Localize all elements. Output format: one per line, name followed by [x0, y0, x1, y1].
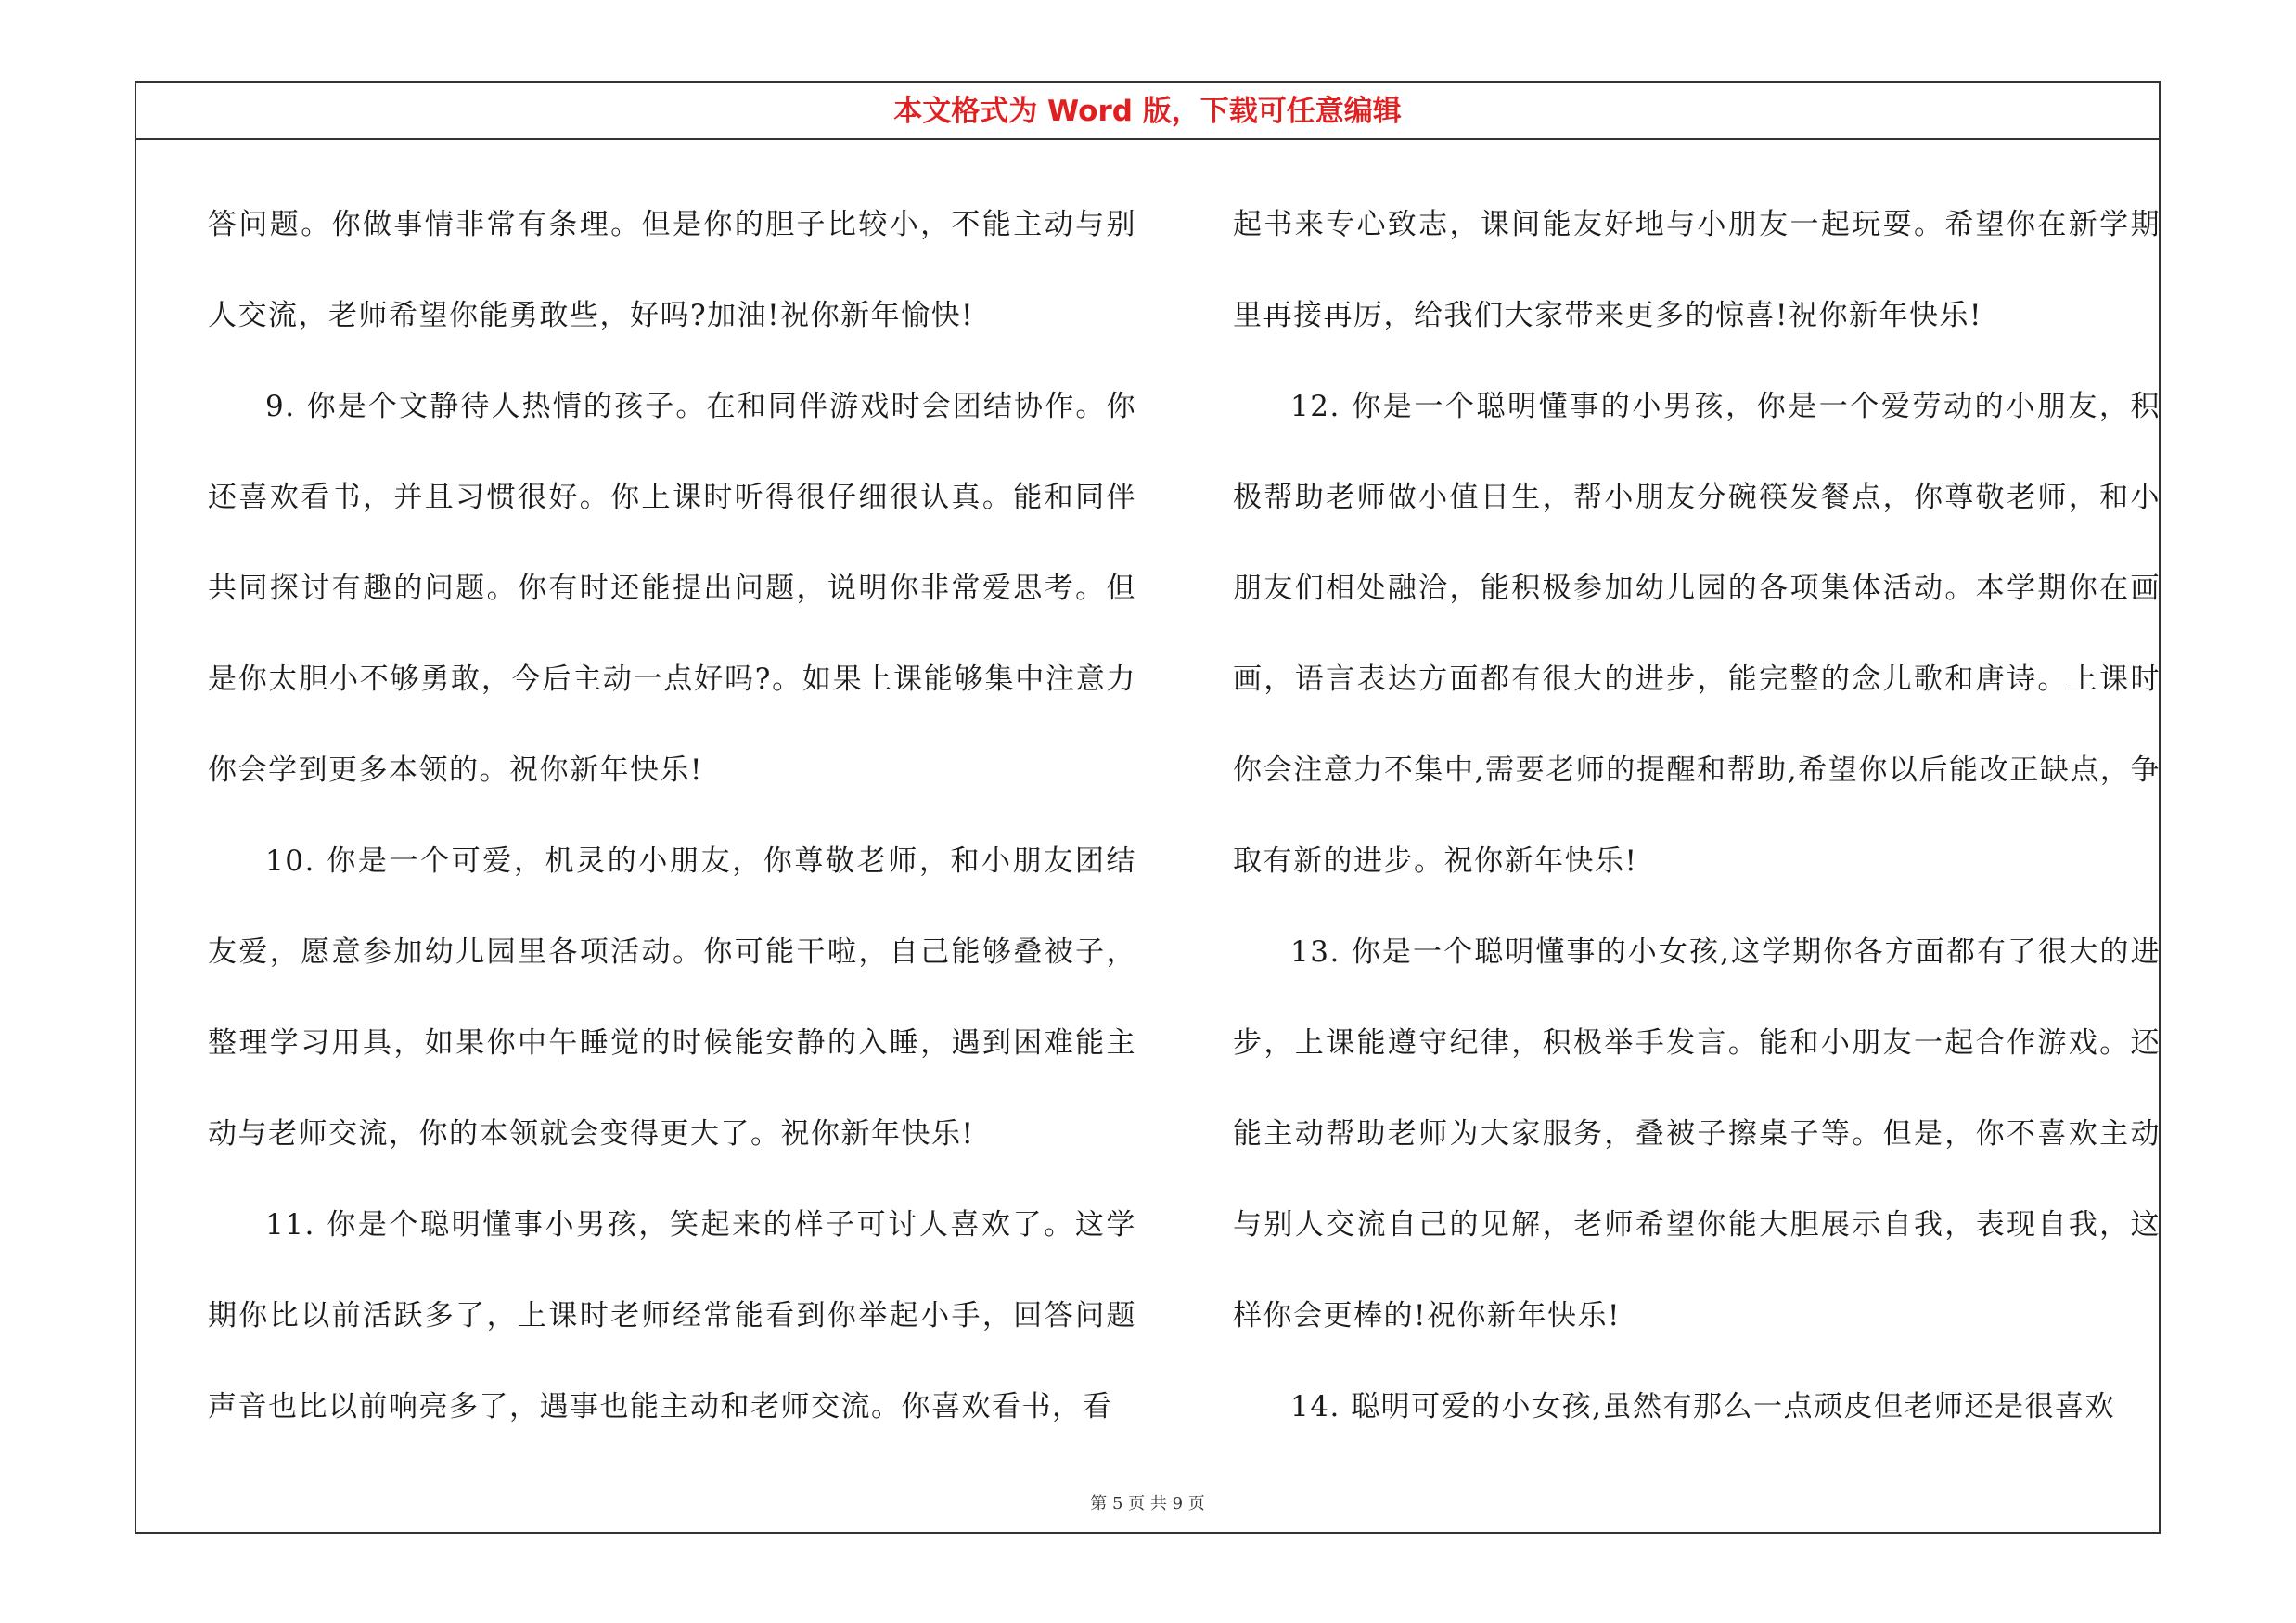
paragraph: 起书来专心致志，课间能友好地与小朋友一起玩耍。希望你在新学期里再接再厉，给我们大家带来更多的惊喜!祝你新年快乐!	[1233, 208, 2161, 332]
paragraph: 11. 你是个聪明懂事小男孩，笑起来的样子可讨人喜欢了。这学期你比以前活跃多了，上课时老师经常能看到你举起小手，回答问题声音也比以前响亮多了，遇事也能主动和老师交流。你喜欢看书，看	[208, 1208, 1136, 1423]
paragraph: 10. 你是一个可爱，机灵的小朋友，你尊敬老师，和小朋友团结友爱，愿意参加幼儿园里各项活动。你可能干啦，自己能够叠被子，整理学习用具，如果你中午睡觉的时候能安静的入睡，遇到困难能主动与老师交流，你的本领就会变得更大了。祝你新年快乐!	[208, 844, 1136, 1151]
right-column	[1233, 179, 2161, 1452]
paragraph: 9. 你是个文静待人热情的孩子。在和同伴游戏时会团结协作。你还喜欢看书，并且习惯很好。你上课时听得很仔细很认真。能和同伴共同探讨有趣的问题。你有时还能提出问题，说明你非常爱思考。但是你太胆小不够勇敢，今后主动一点好吗?。如果上课能够集中注意力你会学到更多本领的。祝你新年快乐!	[208, 390, 1136, 787]
page-number: 第 5 页 共 9 页	[1090, 1494, 1205, 1514]
left-column	[208, 179, 1136, 1452]
paragraph: 14. 聪明可爱的小女孩,虽然有那么一点顽皮但老师还是很喜欢	[1290, 1390, 2116, 1423]
paragraph: 12. 你是一个聪明懂事的小男孩，你是一个爱劳动的小朋友，积极帮助老师做小值日生，帮小朋友分碗筷发餐点，你尊敬老师，和小朋友们相处融洽，能积极参加幼儿园的各项集体活动。本学期你在画画，语言表达方面都有很大的进步，能完整的念儿歌和唐诗。上课时你会注意力不集中,需要老师的提醒和帮助,希望你以后能改正缺点，争取有新的进步。祝你新年快乐!	[1233, 390, 2161, 878]
page-frame	[135, 81, 2161, 1534]
format-banner: 本文格式为 Word 版，下载可任意编辑	[136, 83, 2159, 140]
paragraph: 答问题。你做事情非常有条理。但是你的胆子比较小，不能主动与别人交流，老师希望你能勇敢些，好吗?加油!祝你新年愉快!	[208, 208, 1136, 332]
paragraph: 13. 你是一个聪明懂事的小女孩,这学期你各方面都有了很大的进步，上课能遵守纪律，积极举手发言。能和小朋友一起合作游戏。还能主动帮助老师为大家服务，叠被子擦桌子等。但是，你不喜欢主动与别人交流自己的见解，老师希望你能大胆展示自我，表现自我，这样你会更棒的!祝你新年快乐!	[1233, 935, 2161, 1333]
